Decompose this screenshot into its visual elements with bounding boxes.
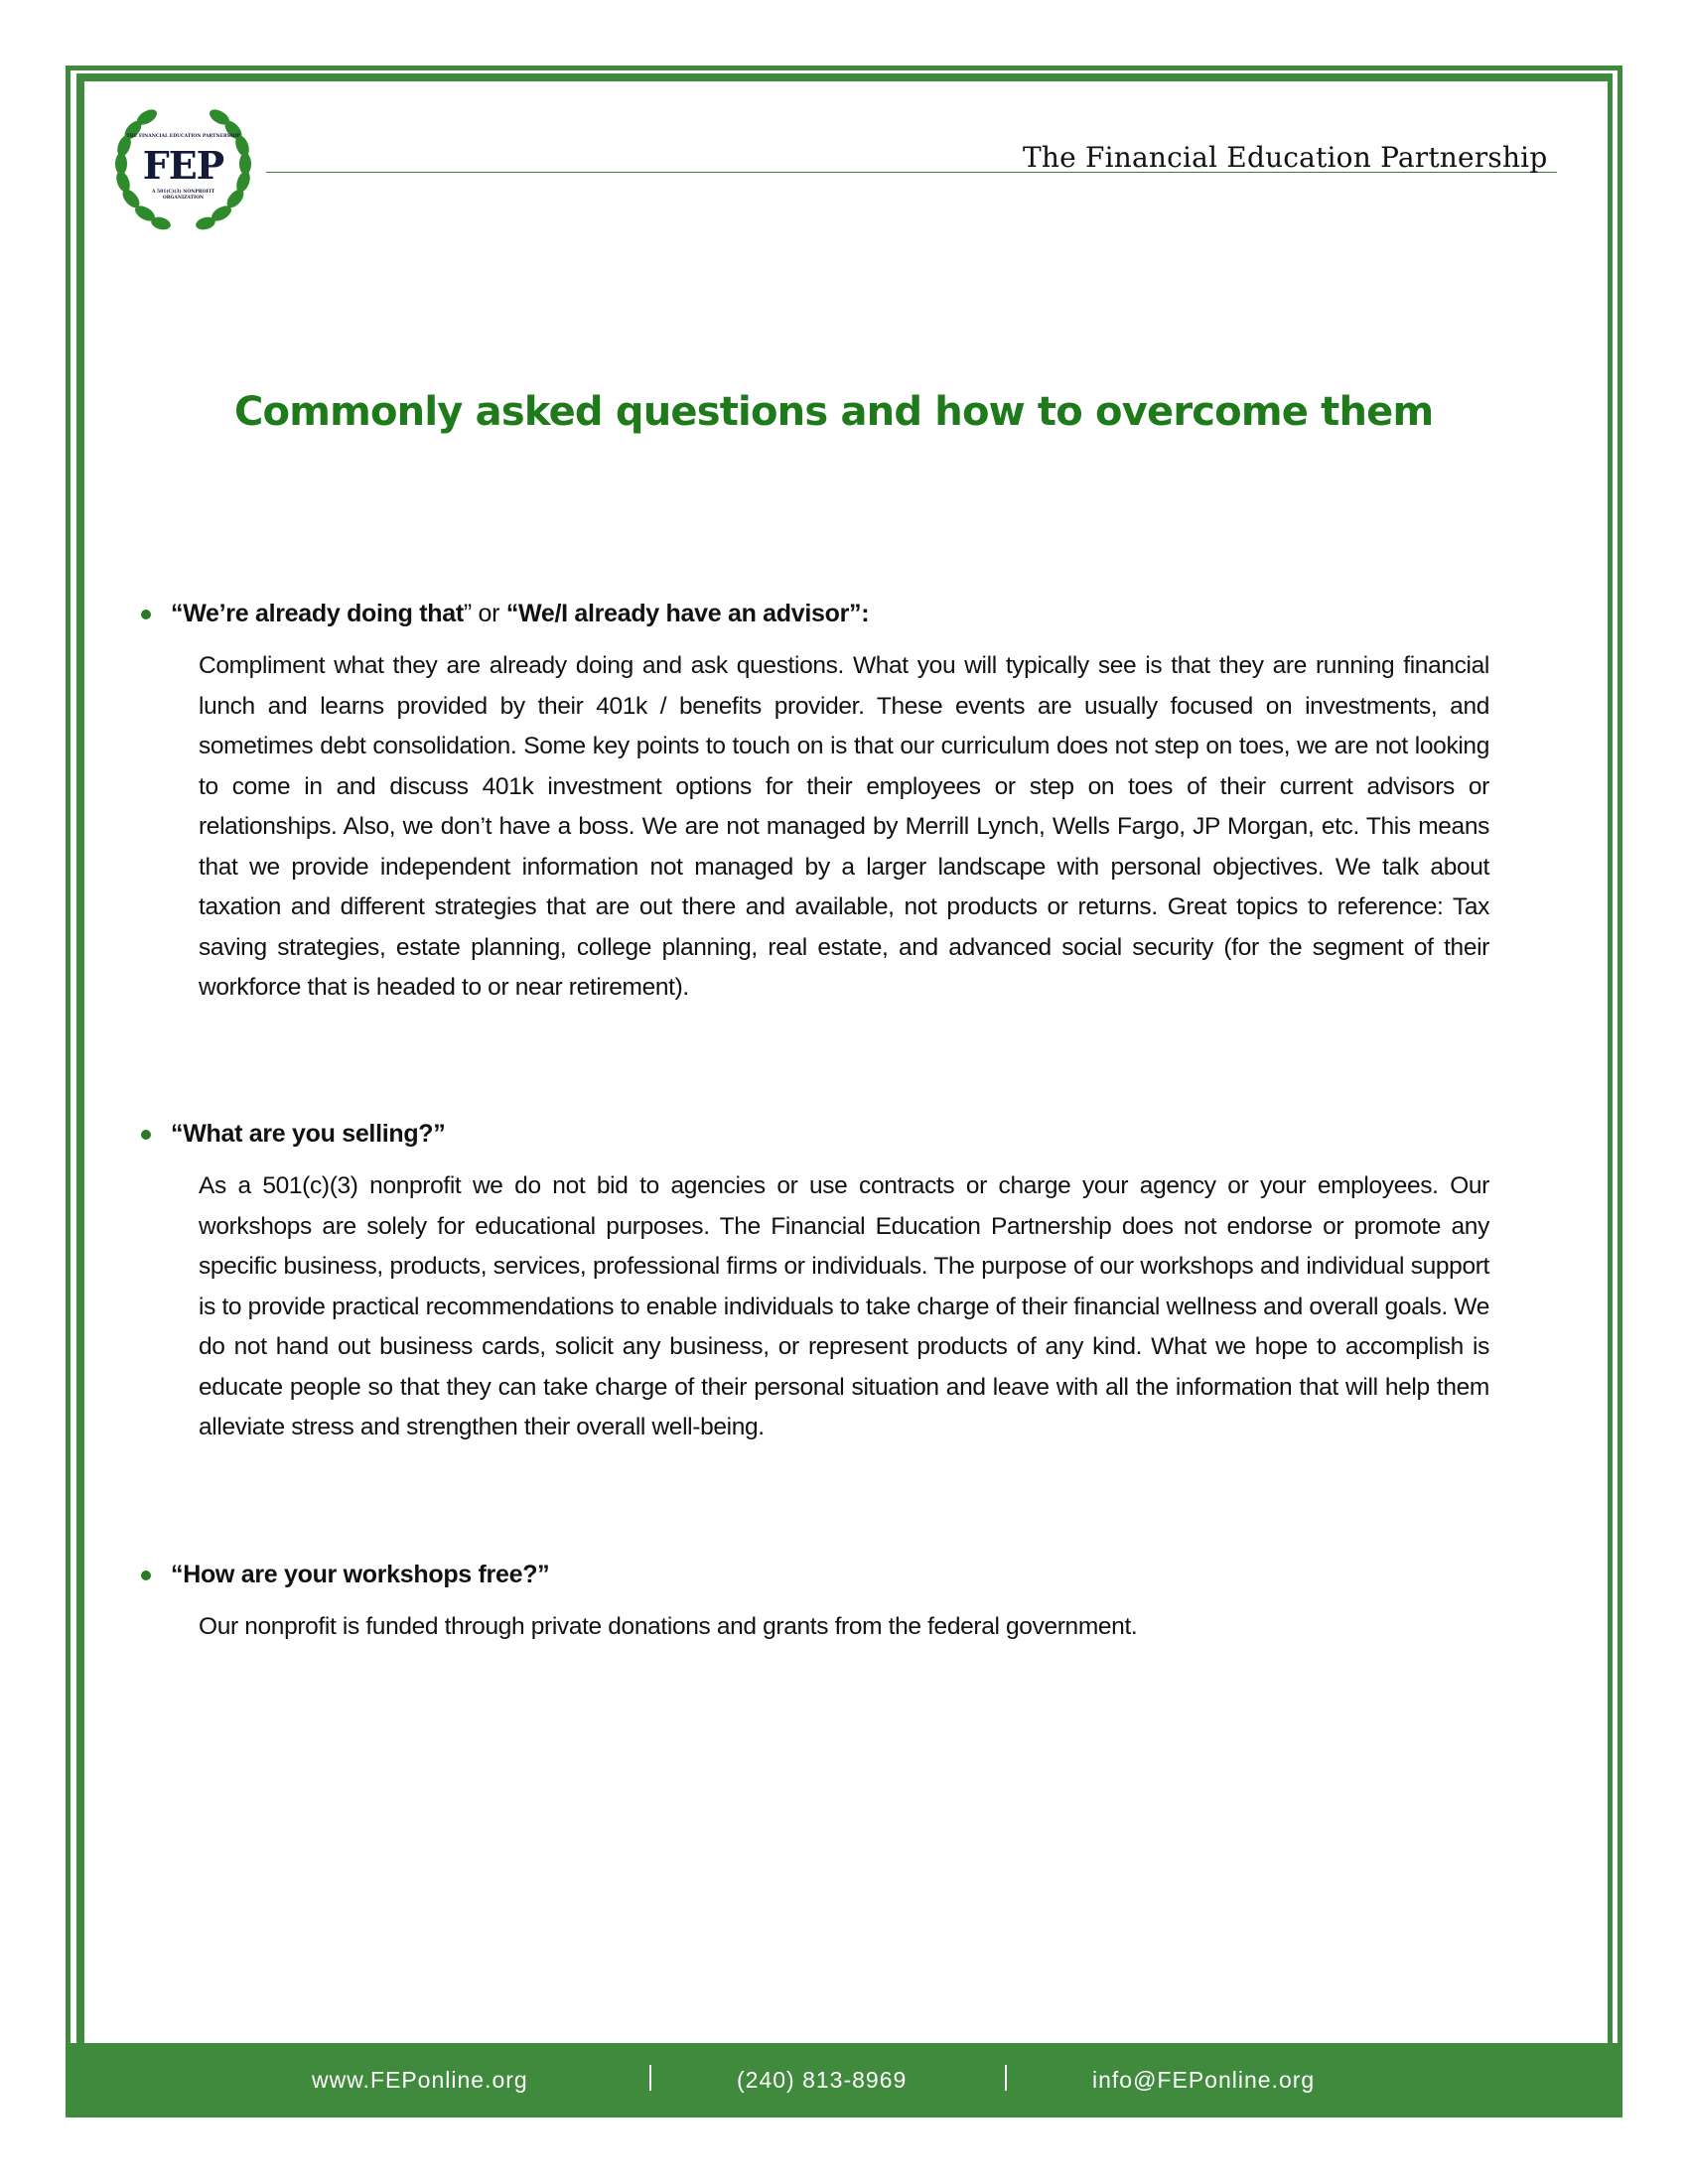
footer-phone-link[interactable]: (240) 813-8969: [737, 2067, 908, 2093]
page-title: Commonly asked questions and how to overcome them: [234, 389, 1434, 435]
footer-divider: [649, 2065, 651, 2091]
footer-website-link[interactable]: www.FEPonline.org: [312, 2067, 528, 2093]
footer-bar: [66, 2043, 1622, 2117]
logo-bottom-text: A 501(C)(3) NONPROFIT ORGANIZATION: [151, 190, 215, 201]
page-border-inner: [76, 73, 1613, 2049]
org-name: The Financial Education Partnership: [1023, 141, 1548, 174]
faq-question: “We’re already doing that” or “We/I already have an advisor”:: [139, 600, 1489, 628]
bullet-icon: [141, 1570, 151, 1580]
logo-top-text: THE FINANCIAL EDUCATION PARTNERSHIP: [126, 134, 240, 139]
faq-question: “How are your workshops free?”: [139, 1561, 1489, 1589]
bullet-icon: [141, 610, 151, 619]
footer-email-link[interactable]: info@FEPonline.org: [1092, 2067, 1316, 2093]
fep-logo: [111, 104, 255, 238]
logo-initials: FEP: [142, 143, 224, 188]
faq-answer: Compliment what they are already doing and ask questions. What you will typically see is that they are running financial lunch and learns provided by their 401k / benefits provider. These events are usually focused on investments, and sometimes debt consolidation. Some key points to touch on is that our curriculum does not step on toes, we are not looking to come in and discuss 401k investment options for their employees or step on toes of their current advisors or relationships. Also, we don’t have a boss. We are not managed by Merrill Lynch, Wells Fargo, JP Morgan, etc. This means that we provide independent information not managed by a larger landscape with personal objectives. We talk about taxation and different strategies that are out there and available, not products or returns. Great topics to reference: Tax saving strategies, estate planning, college planning, real estate, and advanced social security (for the segment of their workforce that is headed to or near retirement).: [199, 652, 1489, 1001]
faq-item: [139, 1561, 1489, 1648]
footer-divider: [1005, 2065, 1007, 2091]
faq-answer: Our nonprofit is funded through private donations and grants from the federal government.: [199, 1613, 1138, 1640]
faq-item: [139, 600, 1489, 1009]
faq-question: “What are you selling?”: [139, 1120, 1489, 1149]
faq-answer: As a 501(c)(3) nonprofit we do not bid to agencies or use contracts or charge your agency or your employees. Our workshops are solely for educational purposes. The Financial Education Partnership does not endorse or promote any specific business, products, services, professional firms or individuals. The purpose of our workshops and individual support is to provide practical recommendations to enable individuals to take charge of their financial wellness and overall goals. We do not hand out business cards, solicit any business, or represent products of any kind. What we hope to accomplish is educate people so that they can take charge of their personal situation and leave with all the information that will help them alleviate stress and strengthen their overall well-being.: [199, 1172, 1489, 1440]
bullet-icon: [141, 1130, 151, 1140]
faq-item: [139, 1120, 1489, 1448]
